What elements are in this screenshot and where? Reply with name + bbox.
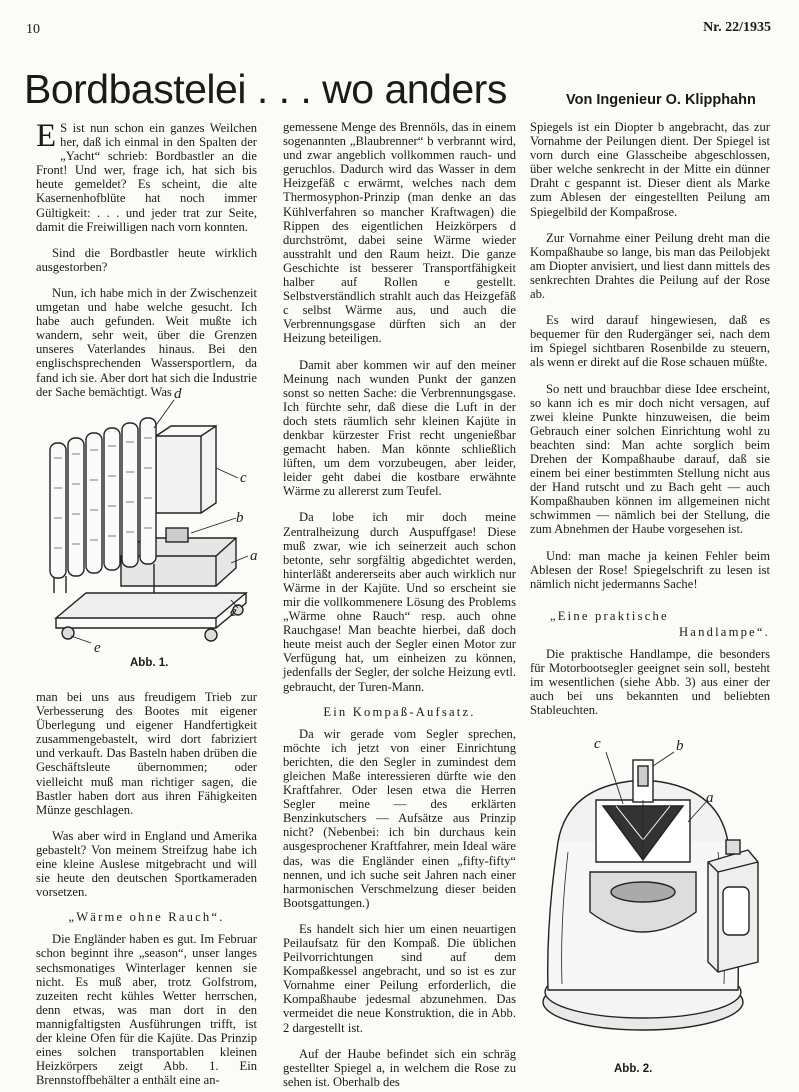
paragraph: Sind die Bordbastler heute wirklich ausgestorben?: [36, 245, 257, 274]
fig2-label-a: a: [706, 790, 714, 806]
article-author: Von Ingenieur O. Klipphahn: [566, 92, 756, 108]
figure-2-compass: [528, 722, 778, 1057]
column-3: [530, 120, 770, 717]
fig1-label-c: c: [240, 470, 247, 486]
paragraph-text: S ist nun schon ein ganzes Weilchen her, daß ich einmal in den Spalten der „Yacht“ schrieb: Bordbastler an die Front! Und wer, frage ich, hat sich bis heute gemeldet? Es scheint, die alte Kasernenhofblüte hat noch immer Gültigkeit: . . . und jeder trat zur Seite, damit die Freiwilligen nach vorn konnten.: [36, 121, 257, 234]
paragraph: Damit aber kommen wir auf den meiner Meinung nach wunden Punkt der ganzen sonst so netten Sache: die Verbrennungsgase. Ich fürchte sehr, daß diese die Luft in der doch stets räumlich sehr kleinen Kajüte in denkbar kürzester Frist recht ungenießbar gemacht haben. Man könnte schließlich lüften, um dem vorzubeugen, aber leider, leider geht dabei die kostbare erwähnte Wärme zu allererst zum Teufel.: [283, 357, 516, 499]
fig1-label-e-left: e: [94, 640, 101, 656]
paragraph: [36, 118, 257, 234]
fig1-label-a: a: [250, 548, 258, 564]
paragraph: Die Engländer haben es gut. Im Februar schon beginnt ihre „season“, unser langes sechsmonatiges Winterlager kennen sie nicht. Es muß aber, trotz Golfstrom, zuzeiten recht kühles Wetter herrschen, denn etwas, was man dort in den mannigfaltigsten Ausführungen trifft, ist der kleine Ofen für die Kajüte. Das Prinzip eines solchen transportablen kleinen Heizkörpers zeigt Abb. 1. Ein Brennstoffbehälter a enthält eine an-: [36, 932, 257, 1088]
paragraph: So nett und brauchbar diese Idee erscheint, so kann ich es mir doch nicht versagen, auf zwei kleine Punkte hinzuweisen, die beim Gebrauch einer solchen Einrichtung wohl zu beachten sind: Man achte sorglich beim Drehen der Kompaßhaube darauf, daß sie einem bei einer bestimmten Stellung nicht aus der Hand rutscht und zu Bach geht — auch Kompaßhauben können im allgemeinen nicht schwimmen — nämlich bei der Stellung, die zum Abnehmen der Haube vorgesehen ist.: [530, 381, 770, 537]
paragraph: Was aber wird in England und Amerika gebastelt? Von meinem Streifzug habe ich eine kleine Auslese mitgebracht und will sie heute den deutschen Sportkameraden vorsetzen.: [36, 828, 257, 900]
section-heading: „Wärme ohne Rauch“.: [68, 910, 225, 925]
column-1-top: [36, 118, 257, 399]
section-heading: „Eine praktische: [550, 608, 669, 623]
figure-2-caption: Abb. 2.: [614, 1063, 653, 1075]
paragraph: Es wird darauf hingewiesen, daß es bequemer für den Rudergänger sei, nach dem im Spiegel sichtbaren Rosenbilde zu steuern, als wenn er direkt auf die Rose schauen müßte.: [530, 313, 770, 370]
paragraph: Und: man mache ja keinen Fehler beim Ablesen der Rose! Spiegelschrift zu lesen ist nämlich nicht jedermanns Sache!: [530, 548, 770, 591]
section-heading-cont: Handlampe“.: [679, 624, 770, 639]
fig1-label-e-right: e: [230, 604, 237, 620]
column-2: [283, 120, 516, 1089]
fig2-label-b: b: [676, 738, 684, 754]
figure-1-heater: [26, 388, 266, 678]
fig1-label-b: b: [236, 510, 244, 526]
paragraph: Da wir gerade vom Segler sprechen, möchte ich jetzt von einer Einrichtung berichten, die den Segler in zumindest dem gleichen Maße interessieren dürfte wie den Kraftfahrer. Oder lesen etwa die Herren Segler meine — des erklärten Benzinkutschers — Aufsätze aus Prinzip nicht? (Nebenbei: ich bin durchaus kein ausgesprochener Kraftfahrer, mein Ideal wäre das, was die Engländer einen „fifty-fifty“ nennen, und ich suche seit Jahren nach einer harmonischen Verschmelzung dieser beiden Bootsgattungen.): [283, 726, 516, 910]
fig1-label-d: d: [174, 388, 182, 402]
paragraph: Es handelt sich hier um einen neuartigen Peilaufsatz für den Kompaß. Die üblichen Peilvorrichtungen sind auf dem Kompaßkessel angebracht, und so ist es zur Vornahme einer Peilung erforderlich, die Kompaßhaube jedesmal abzunehmen. Das vermeidet die neue Konstruktion, die in Abb. 2 dargestellt ist.: [283, 921, 516, 1035]
paragraph: Zur Vornahme einer Peilung dreht man die Kompaßhaube so lange, bis man das Peilobjekt am Diopter anvisiert, und liest dann mittels des senkrechten Drahtes die Peilung auf der Rose ab.: [530, 230, 770, 302]
fig2-label-c: c: [594, 736, 601, 752]
paragraph: Nun, ich habe mich in der Zwischenzeit umgetan und habe welche gesucht. Ich habe auch gefunden. Weit mußte ich wandern, sehr weit, über die Grenzen unseres Vaterlandes hinaus. Bei den englischsprechenden Wassersportlern, da fand ich sie. Aber dort hat sich die Industrie der Sache bemächtigt. Was: [36, 285, 257, 399]
paragraph: gemessene Menge des Brennöls, das in einem sogenannten „Blaubrenner“ b verbrannt wird, und zwar angeblich vollkommen rauch- und geruchlos. Dadurch wird das Wasser in dem Heizgefäß c erwärmt, welches nach dem Thermosyphon-Prinzip (man denke an das Kühlverfahren so mancher Kraftwagen) die Rippen des eigentlichen Heizkörpers d durchströmt, dabei seine Wärme wieder ausstrahlt und den Raum heizt. Die ganze Geschichte ist besserer Transportfähigkeit halber auf Rollen e gestellt. Selbstverständlich strahlt auch das Heizgefäß c selbst Wärme aus, und auch die Verbrennungsgase dürften sich an der Heizung beteiligen.: [283, 120, 516, 346]
page-number: 10: [26, 22, 40, 37]
figure-1-caption: Abb. 1.: [130, 657, 169, 669]
article-title: Bordbastelei . . . wo anders: [24, 66, 507, 112]
paragraph: man bei uns aus freudigem Trieb zur Verbesserung des Bootes mit eigener Überlegung und eigener Handfertigkeit zusammengebastelt, wird dort fabriziert und verkauft. Das Basteln haben drüben die Geschäftsleute übernommen; oder vielleicht muß man richtiger sagen, die Bastler haben dort aus ihren Fähigkeiten Münze geschlagen.: [36, 690, 257, 817]
column-1-bottom: [36, 690, 257, 1087]
paragraph: Spiegels ist ein Diopter b angebracht, das zur Vornahme der Peilungen dient. Der Spiegel ist vorn durch eine Glasscheibe abgeschlossen, über welche senkrecht in der Mitte ein dünner Draht c gespannt ist. Dieser dient als Marke zum Ablesen der eingestellten Peilung am Spiegelbild der Kompaßrose.: [530, 120, 770, 219]
paragraph: Die praktische Handlampe, die besonders für Motorbootsegler geeignet sein soll, besteht im wesentlichen (siehe Abb. 3) aus einer der auch bei uns bekannten und beliebten Stableuchten.: [530, 646, 770, 718]
issue-number: Nr. 22/1935: [703, 20, 771, 35]
section-heading: Ein Kompaß-Aufsatz.: [323, 704, 476, 719]
paragraph: Auf der Haube befindet sich ein schräg gestellter Spiegel a, in welchem die Rose zu sehen ist. Oberhalb des: [283, 1046, 516, 1089]
drop-cap: E: [36, 118, 57, 154]
paragraph: Da lobe ich mir doch meine Zentralheizung durch Auspuffgase! Diese muß zwar, wie ich seinerzeit auch schon betonte, sehr sorgfältig abgedichtet werden, hinterläßt andererseits aber auch wirklich nur Wärme in der Kajüte. Und so erscheint sie mir die vollkommenere Lösung des Problems „Wärme ohne Rauch“ resp. auch ohne Rauchgase! Man beachte hierbei, daß doch heute meist auch der Segler einen Motor zur Verfügung hat, um einheizen zu können, jedenfalls der Segler, der solche Heizung evtl. gebraucht, der Turen-Mann.: [283, 510, 516, 694]
